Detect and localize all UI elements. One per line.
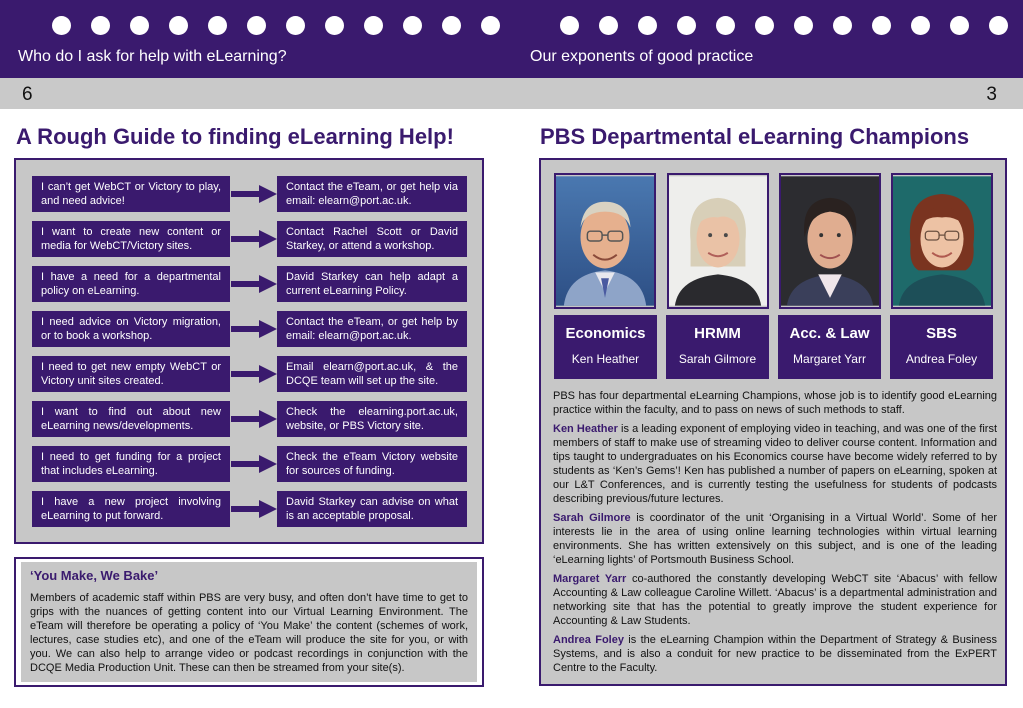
champion-photo-2 <box>667 173 769 309</box>
bio-name: Ken Heather <box>553 423 618 435</box>
binding-hole <box>169 16 188 35</box>
header-title-left: Who do I ask for help with eLearning? <box>18 48 287 65</box>
champion-card-sbs <box>890 315 993 379</box>
flow-answer: Check the elearning.port.ac.uk, website, or PBS Victory site. <box>277 401 467 437</box>
binding-hole <box>325 16 344 35</box>
champion-name: Margaret Yarr <box>793 352 866 366</box>
flow-row <box>32 221 468 257</box>
flow-question: I need advice on Victory migration, or to book a workshop. <box>32 311 230 347</box>
binding-hole <box>794 16 813 35</box>
flow-answer: David Starkey can help adapt a current eLearning Policy. <box>277 266 467 302</box>
champion-name: Andrea Foley <box>905 352 978 366</box>
right-headline: PBS Departmental eLearning Champions <box>540 124 970 149</box>
arrow-right-icon <box>231 320 277 338</box>
binding-holes-left <box>52 16 500 35</box>
header-title-right: Our exponents of good practice <box>530 48 754 65</box>
champion-name: Sarah Gilmore <box>678 352 757 366</box>
bio-text: is the eLearning Champion within the Department of Strategy & Business Systems, and is also a conduit for new practice to be disseminated from the ExPERT Centre to the Faculty. <box>553 634 997 674</box>
binding-hole <box>599 16 618 35</box>
champion-photo-1 <box>554 173 656 309</box>
header-bar <box>0 0 1023 78</box>
champion-photo-4 <box>891 173 993 309</box>
flow-row <box>32 176 468 212</box>
help-flowchart <box>14 158 484 544</box>
portrait-woman-dark-hair-icon <box>781 175 879 307</box>
champions-intro: PBS has four departmental eLearning Champions, whose job is to identify good eLearning practice within the faculty, and to pass on news of such methods to staff. <box>553 390 997 416</box>
bake-body: Members of academic staff within PBS are very busy, and often don’t have time to get to grips with the nuances of getting content into our Virtual Learning Environment. The eTeam will therefore be operating a policy of ‘You Make’ the content (schemes of work, lectures, case studies etc), and one of the eTeam will produce the site for you, or with you. We can also help to arrange video or podcast recordings in conjunction with the DCQE Media Production Unit. These can then be streamed from your site(s). <box>30 592 468 674</box>
binding-hole <box>208 16 227 35</box>
flow-question: I have a new project involving eLearning to put forward. <box>32 491 230 527</box>
champion-photo-3 <box>779 173 881 309</box>
flow-question: I want to find out about new eLearning news/developments. <box>32 401 230 437</box>
bio-text: is a leading exponent of employing video in teaching, and was one of the first members of staff to make use of streaming video to deliver course content. Information and tips taught to undergraduates on his Economics course have become widely referred to by students as ‘Ken’s Gems’! Ken has published a number of papers on eLearning, spoken at our L&T Conferences, and is currently testing the usefulness for students of podcasts describing previous/future lectures. <box>553 423 998 505</box>
binding-hole <box>481 16 500 35</box>
champion-name: Ken Heather <box>571 352 640 366</box>
binding-holes-right <box>560 16 1008 35</box>
portrait-older-man-glasses-icon <box>556 175 654 307</box>
bio-paragraph <box>553 422 997 506</box>
page-number-left: 6 <box>22 84 33 105</box>
binding-hole <box>638 16 657 35</box>
flow-row <box>32 356 468 392</box>
flow-question: I need to get funding for a project that includes eLearning. <box>32 446 230 482</box>
binding-hole <box>833 16 852 35</box>
binding-hole <box>716 16 735 35</box>
portrait-woman-blonde-bob-icon <box>669 175 767 307</box>
flow-answer: Check the eTeam Victory website for sources of funding. <box>277 446 467 482</box>
binding-hole <box>872 16 891 35</box>
page-number-right: 3 <box>986 84 997 105</box>
you-make-we-bake-box <box>14 557 484 687</box>
flow-answer: Contact the eTeam, or get help via email: elearn@port.ac.uk. <box>277 176 467 212</box>
bio-name: Margaret Yarr <box>553 573 627 585</box>
champion-dept: Economics <box>565 325 646 342</box>
champion-card-economics <box>554 315 657 379</box>
champions-panel <box>539 158 1007 686</box>
binding-hole <box>442 16 461 35</box>
arrow-right-icon <box>231 455 277 473</box>
flow-row <box>32 311 468 347</box>
binding-hole <box>755 16 774 35</box>
flow-row <box>32 266 468 302</box>
flow-answer: David Starkey can advise on what is an acceptable proposal. <box>277 491 467 527</box>
binding-hole <box>286 16 305 35</box>
bio-text: is coordinator of the unit ‘Organising in a Virtual World’. Some of her interests lie in the area of using online learning technologies within virtual learning environments. She has written extensively on this subject, and is one of the leading ‘eLearning lights’ of Portsmouth Business School. <box>553 512 997 566</box>
flow-answer: Contact Rachel Scott or David Starkey, or attend a workshop. <box>277 221 467 257</box>
you-make-we-bake-panel <box>21 562 477 682</box>
champions-text <box>553 389 997 680</box>
champion-dept: HRMM <box>694 325 741 342</box>
binding-hole <box>130 16 149 35</box>
binding-hole <box>403 16 422 35</box>
binding-hole <box>989 16 1008 35</box>
bio-name: Andrea Foley <box>553 634 624 646</box>
champion-dept: Acc. & Law <box>789 325 870 342</box>
left-headline: A Rough Guide to finding eLearning Help! <box>16 124 454 149</box>
bio-name: Sarah Gilmore <box>553 512 631 524</box>
bio-text: co-authored the constantly developing WebCT site ‘Abacus’ with fellow Accounting & Law colleague Caroline Willett. ‘Abacus’ is a departmental administration and networking site that has the potential to greatly improve the student experience for Accounting & Law Students. <box>553 573 997 627</box>
binding-hole <box>677 16 696 35</box>
binding-hole <box>364 16 383 35</box>
arrow-right-icon <box>231 230 277 248</box>
champion-dept: SBS <box>926 325 957 342</box>
binding-hole <box>950 16 969 35</box>
flow-question: I can’t get WebCT or Victory to play, and need advice! <box>32 176 230 212</box>
arrow-right-icon <box>231 185 277 203</box>
champion-card-hrmm <box>666 315 769 379</box>
flow-answer: Email elearn@port.ac.uk, & the DCQE team will set up the site. <box>277 356 467 392</box>
binding-hole <box>911 16 930 35</box>
flow-row <box>32 446 468 482</box>
champion-card-acc-law <box>778 315 881 379</box>
flow-answer: Contact the eTeam, or get help by email: elearn@port.ac.uk. <box>277 311 467 347</box>
flow-question: I have a need for a departmental policy on eLearning. <box>32 266 230 302</box>
bio-paragraph <box>553 633 997 675</box>
bake-title: ‘You Make, We Bake’ <box>30 568 159 583</box>
arrow-right-icon <box>231 500 277 518</box>
arrow-right-icon <box>231 275 277 293</box>
page-number-bar <box>0 78 1023 109</box>
flow-question: I want to create new content or media for WebCT/Victory sites. <box>32 221 230 257</box>
binding-hole <box>247 16 266 35</box>
bio-paragraph <box>553 572 997 628</box>
flow-row <box>32 401 468 437</box>
arrow-right-icon <box>231 365 277 383</box>
binding-hole <box>560 16 579 35</box>
bio-paragraph <box>553 511 997 567</box>
flow-row <box>32 491 468 527</box>
binding-hole <box>52 16 71 35</box>
arrow-right-icon <box>231 410 277 428</box>
binding-hole <box>91 16 110 35</box>
portrait-woman-red-curly-hair-glasses-icon <box>893 175 991 307</box>
flow-question: I need to get new empty WebCT or Victory unit sites created. <box>32 356 230 392</box>
